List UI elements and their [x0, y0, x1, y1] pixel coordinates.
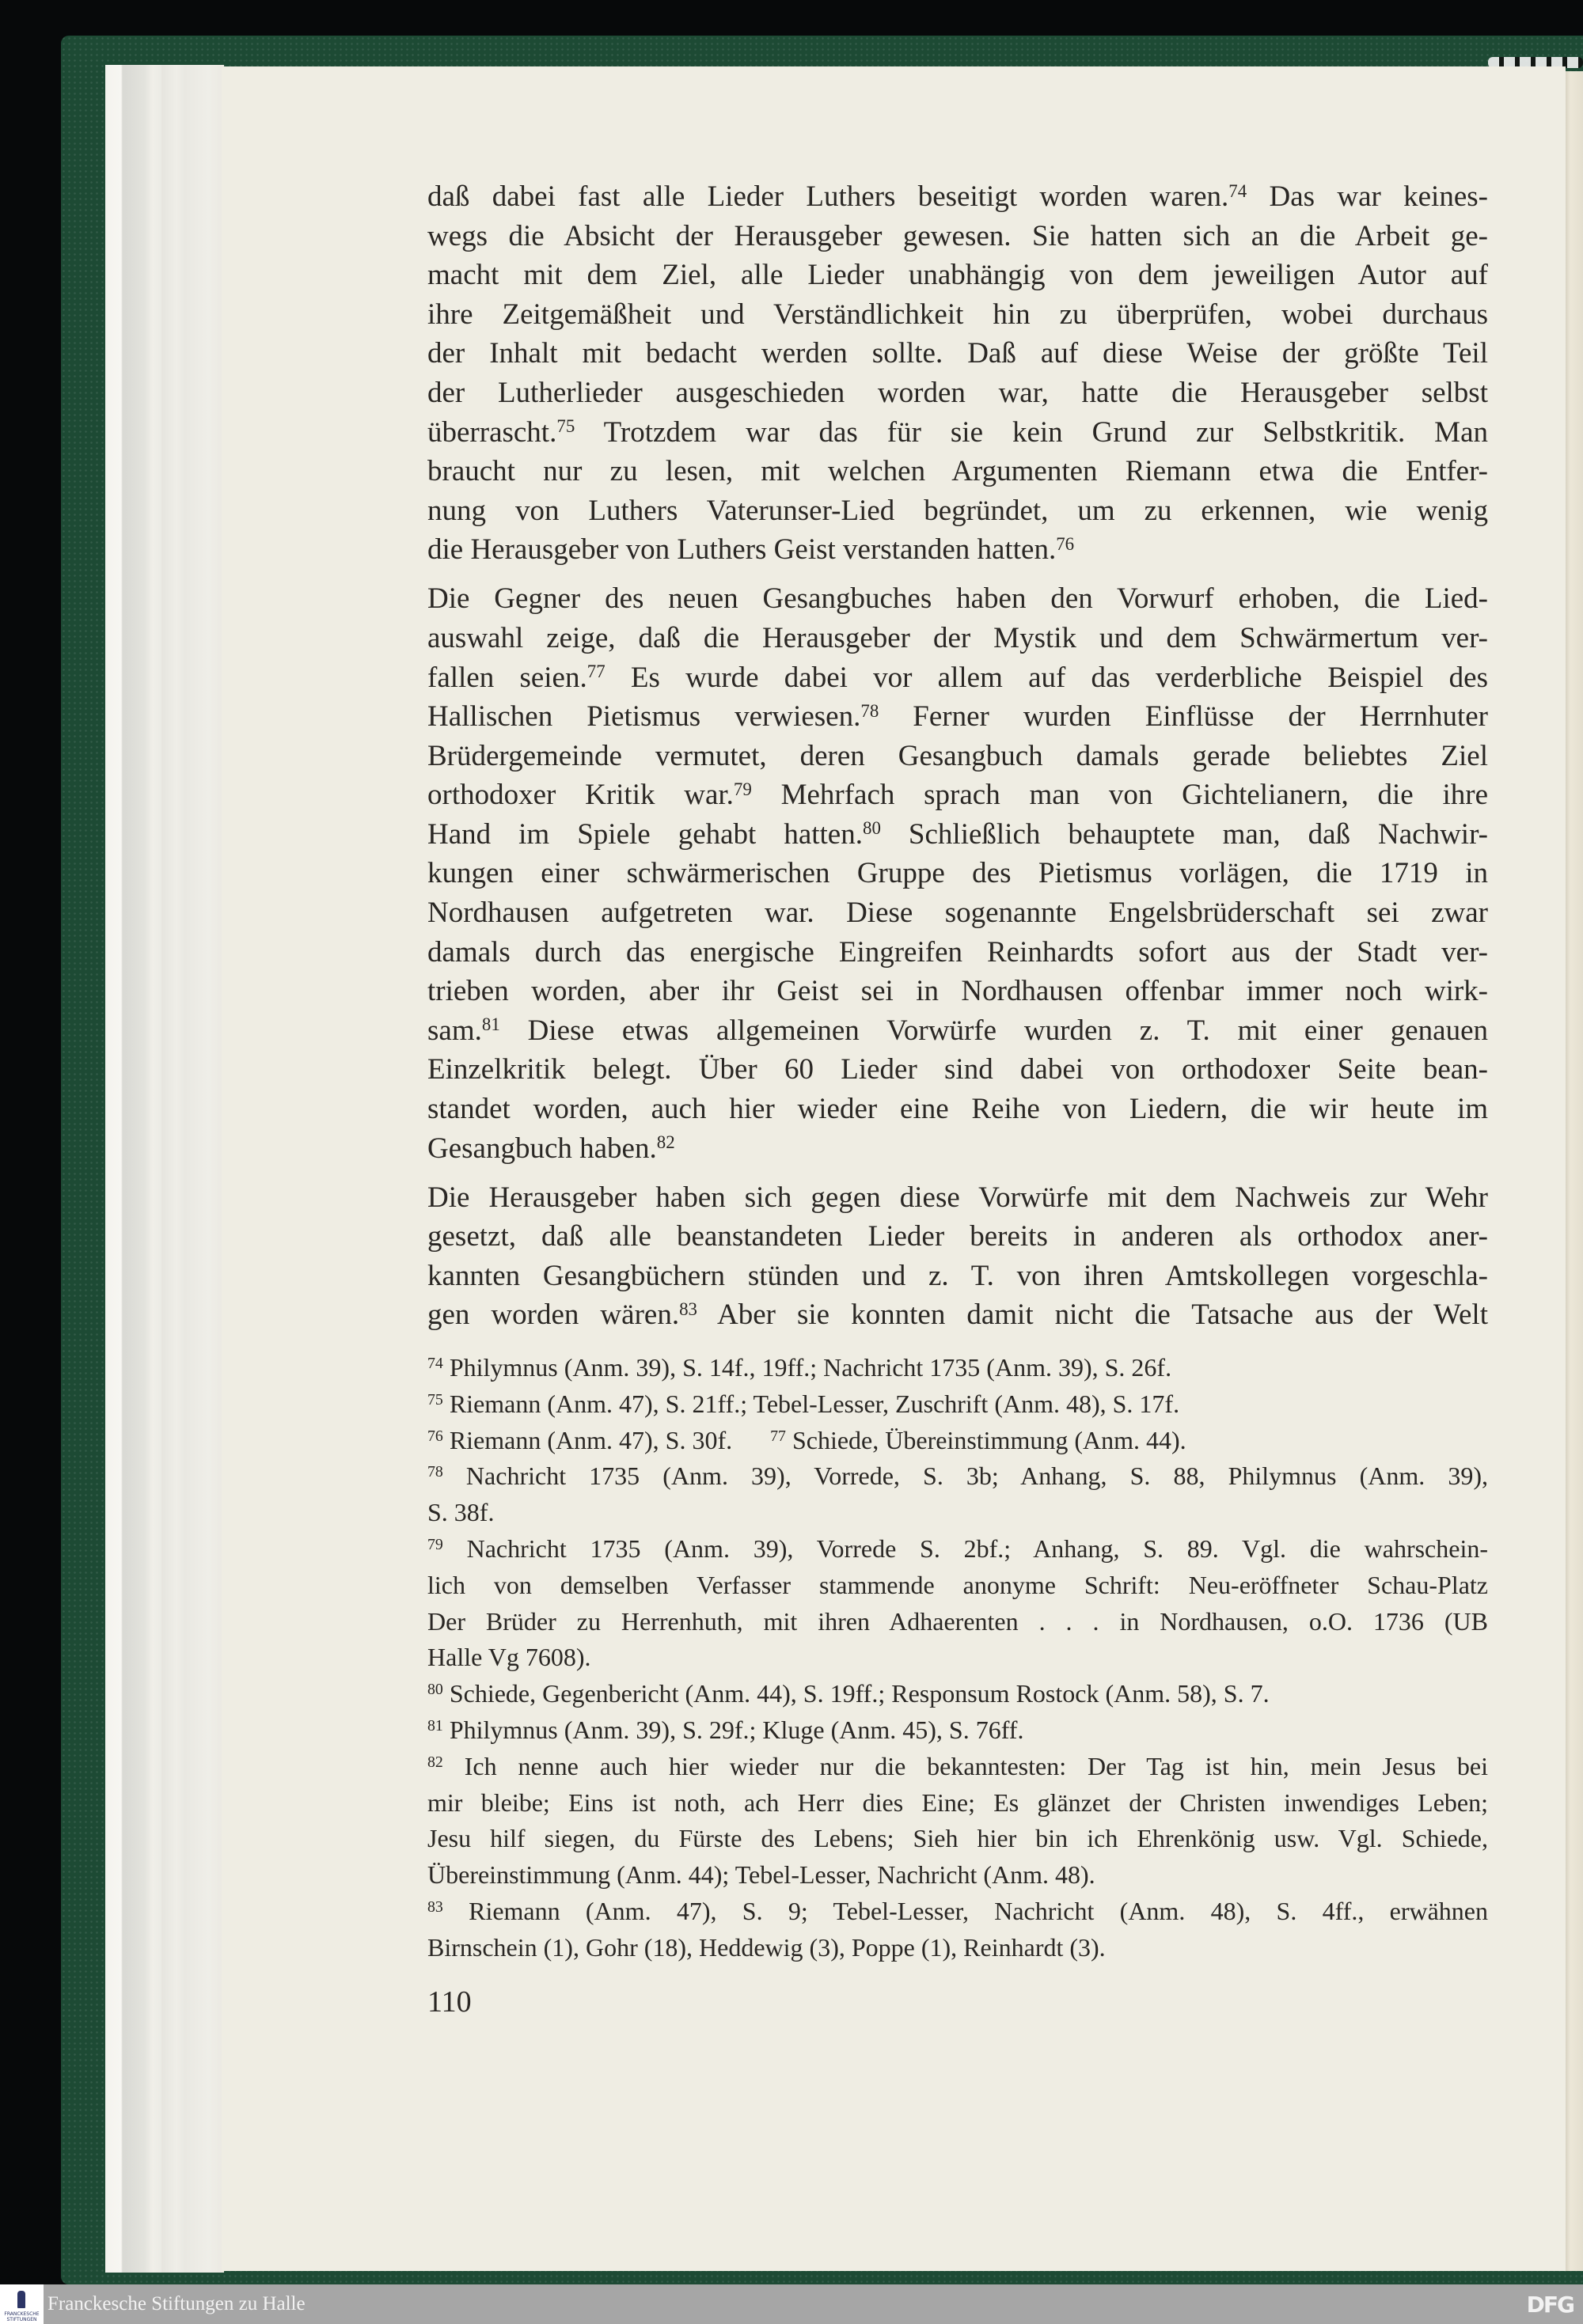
text-line	[427, 491, 1488, 531]
main-text	[427, 177, 1488, 1344]
text-segment: auswahl zeige, daß die Herausgeber der Mystik und dem Schwärmertum ver-	[427, 621, 1488, 654]
text-segment: Diese etwas allgemeinen Vorwürfe wurden z. T. mit einer genauen	[499, 1014, 1488, 1047]
text-line	[427, 1531, 1488, 1568]
text-line	[427, 737, 1488, 776]
text-segment: Hand im Spiele gehabt hatten.	[427, 817, 863, 851]
text-line	[427, 413, 1488, 453]
text-line	[427, 1011, 1488, 1051]
text-segment: ihre Zeitgemäßheit und Verständlichkeit hin zu überprüfen, wobei durchaus	[427, 298, 1488, 331]
text-line	[427, 334, 1488, 373]
footnote-reference: 83	[427, 1898, 443, 1916]
page-edges	[105, 65, 224, 2273]
text-segment: S. 38f.	[427, 1498, 495, 1527]
footnote-reference: 74	[1228, 180, 1247, 201]
text-segment: Philymnus (Anm. 39), S. 14f., 19ff.; Nachricht 1735 (Anm. 39), S. 26f.	[442, 1353, 1172, 1382]
footnote	[427, 1423, 1488, 1459]
text-line	[427, 933, 1488, 972]
text-segment: Jesu hilf siegen, du Fürste des Lebens; Sieh hier bin ich Ehrenkönig usw. Vgl. Schiede,	[427, 1824, 1488, 1853]
text-line	[427, 1640, 1488, 1676]
text-line	[427, 1090, 1488, 1129]
text-segment: standet worden, auch hier wieder eine Reihe von Liedern, die wir heute im	[427, 1093, 1488, 1126]
text-segment: Trotzdem war das für sie kein Grund zur Selbstkritik. Man	[575, 415, 1488, 449]
text-line	[427, 177, 1488, 217]
text-segment: Gesangbuch haben.	[427, 1132, 657, 1165]
text-segment: gen worden wären.	[427, 1298, 680, 1332]
footnote-reference: 76	[427, 1427, 443, 1445]
text-segment: nung von Luthers Vaterunser-Lied begründet, um zu erkennen, wie wenig	[427, 494, 1488, 527]
text-line	[427, 1350, 1488, 1386]
footnote-reference: 75	[427, 1390, 443, 1408]
text-segment: Philymnus (Anm. 39), S. 29f.; Kluge (Anm. 45), S. 76ff.	[442, 1715, 1024, 1744]
text-segment: Ich nenne auch hier wieder nur die bekanntesten: Der Tag ist hin, mein Jesus bei	[442, 1751, 1488, 1780]
text-segment: Es wurde dabei vor allem auf das verderbliche Beispiel des	[605, 661, 1489, 694]
footnote-reference: 78	[860, 700, 879, 721]
text-segment: kungen einer schwärmerischen Gruppe des Pietismus vorlägen, die 1719 in	[427, 857, 1488, 890]
text-line	[427, 217, 1488, 256]
text-line	[427, 1217, 1488, 1257]
text-line	[427, 1050, 1488, 1090]
text-segment: fallen seien.	[427, 661, 587, 694]
footnote	[427, 1350, 1488, 1386]
text-segment: Riemann (Anm. 47), S. 30f.	[442, 1425, 771, 1454]
page-number: 110	[427, 1985, 472, 2019]
text-segment: lich von demselben Verfasser stammende anonyme Schrift: Neu-eröffneter Schau-Platz	[427, 1570, 1488, 1599]
text-line	[427, 1676, 1488, 1712]
footnote-reference: 77	[587, 662, 605, 682]
footnote	[427, 1458, 1488, 1531]
text-segment: Schiede, Gegenbericht (Anm. 44), S. 19ff.; Responsum Rostock (Anm. 58), S. 7.	[442, 1679, 1270, 1708]
text-line	[427, 579, 1488, 619]
text-line	[427, 256, 1488, 295]
text-line	[427, 1785, 1488, 1822]
footnote-reference: 79	[733, 779, 752, 799]
footnote-reference: 83	[679, 1298, 698, 1319]
text-segment: Das war keines-	[1247, 180, 1488, 213]
footnote	[427, 1386, 1488, 1423]
text-segment: wegs die Absicht der Herausgeber gewesen. Sie hatten sich an die Arbeit ge-	[427, 219, 1488, 252]
text-segment: Der Brüder zu Herrenhuth, mit ihren Adhaerenten . . . in Nordhausen, o.O. 1736 (UB	[427, 1606, 1488, 1636]
paragraph	[427, 579, 1488, 1168]
text-segment: Mehrfach sprach man von Gichtelianern, die ihre	[751, 779, 1488, 812]
footnote-reference: 78	[427, 1463, 443, 1481]
text-segment: Übereinstimmung (Anm. 44); Tebel-Lesser, Nachricht (Anm. 48).	[427, 1860, 1095, 1890]
text-line	[427, 1894, 1488, 1930]
footnote-reference: 82	[427, 1753, 443, 1771]
footnote-reference: 77	[770, 1427, 786, 1445]
text-segment: Nachricht 1735 (Anm. 39), Vorrede S. 2bf.; Anhang, S. 89. Vgl. die wahrschein-	[442, 1534, 1488, 1563]
footnote-reference: 81	[481, 1014, 500, 1035]
footnote	[427, 1712, 1488, 1749]
text-segment: Brüdergemeinde vermutet, deren Gesangbuch damals gerade beliebtes Ziel	[427, 739, 1488, 772]
text-line	[427, 1257, 1488, 1296]
text-segment: daß dabei fast alle Lieder Luthers beseitigt worden waren.	[427, 180, 1229, 213]
text-line	[427, 373, 1488, 413]
text-segment: damals durch das energische Eingreifen Reinhardts sofort aus der Stadt ver-	[427, 935, 1488, 969]
text-segment: Birnschein (1), Gohr (18), Heddewig (3), Poppe (1), Reinhardt (3).	[427, 1932, 1106, 1962]
paragraph	[427, 1178, 1488, 1335]
statue-icon	[17, 2291, 25, 2308]
text-line	[427, 1930, 1488, 1966]
paragraph	[427, 177, 1488, 570]
footnote	[427, 1749, 1488, 1894]
text-line	[427, 1423, 1488, 1459]
viewer-footer-bar	[0, 2284, 1583, 2324]
institution-name: Franckesche Stiftungen zu Halle	[47, 2293, 306, 2315]
footnote	[427, 1676, 1488, 1712]
text-segment: kannten Gesangbüchern stünden und z. T. von ihren Amtskollegen vorgeschla-	[427, 1259, 1488, 1292]
text-line	[427, 1129, 1488, 1169]
text-line	[427, 1821, 1488, 1857]
footnote-reference: 79	[427, 1536, 443, 1554]
text-segment: Nachricht 1735 (Anm. 39), Vorrede, S. 3b; Anhang, S. 88, Philymnus (Anm. 39),	[442, 1462, 1488, 1491]
text-segment: Hallischen Pietismus verwiesen.	[427, 700, 861, 734]
text-segment: Riemann (Anm. 47), S. 21ff.; Tebel-Lesser, Zuschrift (Anm. 48), S. 17f.	[442, 1389, 1180, 1418]
text-segment: der Lutherlieder ausgeschieden worden war, hatte die Herausgeber selbst	[427, 376, 1488, 409]
text-line	[427, 1295, 1488, 1335]
logo-caption: FRANCKESCHE STIFTUNGEN	[4, 2311, 40, 2322]
text-segment: überrascht.	[427, 415, 557, 449]
text-segment: Die Herausgeber haben sich gegen diese Vorwürfe mit dem Nachweis zur Wehr	[427, 1181, 1488, 1214]
page-gutter-edge	[1566, 71, 1583, 2271]
text-segment: Nordhausen aufgetreten war. Diese sogenannte Engelsbrüderschaft sei zwar	[427, 897, 1488, 930]
text-line	[427, 1712, 1488, 1749]
text-segment: macht mit dem Ziel, alle Lieder unabhängig von dem jeweiligen Autor auf	[427, 259, 1488, 292]
text-line	[427, 1604, 1488, 1640]
footnote-reference: 75	[556, 416, 575, 437]
text-segment: Halle Vg 7608).	[427, 1643, 591, 1672]
text-line	[427, 530, 1488, 570]
text-line	[427, 893, 1488, 933]
text-segment: orthodoxer Kritik war.	[427, 779, 734, 812]
footnote	[427, 1531, 1488, 1676]
text-segment: Schließlich behauptete man, daß Nachwir-	[880, 817, 1488, 851]
text-line	[427, 1458, 1488, 1495]
text-segment: sam.	[427, 1014, 482, 1047]
text-line	[427, 1857, 1488, 1894]
text-line	[427, 815, 1488, 855]
text-segment: Schiede, Übereinstimmung (Anm. 44).	[785, 1425, 1186, 1454]
text-line	[427, 1178, 1488, 1218]
footnote-reference: 80	[862, 818, 881, 839]
text-line	[427, 1568, 1488, 1604]
footnote-reference: 76	[1056, 533, 1075, 554]
text-segment: trieben worden, aber ihr Geist sei in Nordhausen offenbar immer noch wirk-	[427, 975, 1488, 1008]
footnote-reference: 80	[427, 1681, 443, 1699]
footnote-reference: 81	[427, 1717, 443, 1735]
text-line	[427, 1386, 1488, 1423]
text-line	[427, 295, 1488, 335]
text-line	[427, 972, 1488, 1011]
text-segment: Einzelkritik belegt. Über 60 Lieder sind dabei von orthodoxer Seite bean-	[427, 1053, 1488, 1086]
footnote-reference: 82	[656, 1132, 675, 1153]
footnote-reference: 74	[427, 1355, 443, 1373]
text-segment: die Herausgeber von Luthers Geist verstanden hatten.	[427, 533, 1057, 567]
text-line	[427, 1749, 1488, 1785]
text-line	[427, 775, 1488, 815]
text-line	[427, 1495, 1488, 1531]
text-segment: Ferner wurden Einflüsse der Herrnhuter	[879, 700, 1488, 734]
text-segment: braucht nur zu lesen, mit welchen Argumenten Riemann etwa die Entfer-	[427, 455, 1488, 488]
institution-logo	[0, 2284, 44, 2324]
text-segment: gesetzt, daß alle beanstandeten Lieder bereits in anderen als orthodox aner-	[427, 1220, 1488, 1253]
text-segment: Riemann (Anm. 47), S. 9; Tebel-Lesser, Nachricht (Anm. 48), S. 4ff., erwähnen	[442, 1896, 1488, 1925]
text-segment: Aber sie konnten damit nicht die Tatsache aus der Welt	[697, 1298, 1488, 1332]
text-segment: mir bleibe; Eins ist noth, ach Herr dies Eine; Es glänzet der Christen inwendiges Leben;	[427, 1788, 1488, 1817]
text-line	[427, 697, 1488, 737]
text-line	[427, 619, 1488, 658]
text-line	[427, 452, 1488, 491]
dfg-logo: DFG	[1526, 2292, 1574, 2318]
footnote	[427, 1894, 1488, 1966]
text-segment: Die Gegner des neuen Gesangbuches haben den Vorwurf erhoben, die Lied-	[427, 582, 1488, 616]
text-segment: der Inhalt mit bedacht werden sollte. Daß auf diese Weise der größte Teil	[427, 337, 1488, 370]
text-line	[427, 854, 1488, 893]
text-line	[427, 658, 1488, 698]
footnotes	[427, 1350, 1488, 1966]
